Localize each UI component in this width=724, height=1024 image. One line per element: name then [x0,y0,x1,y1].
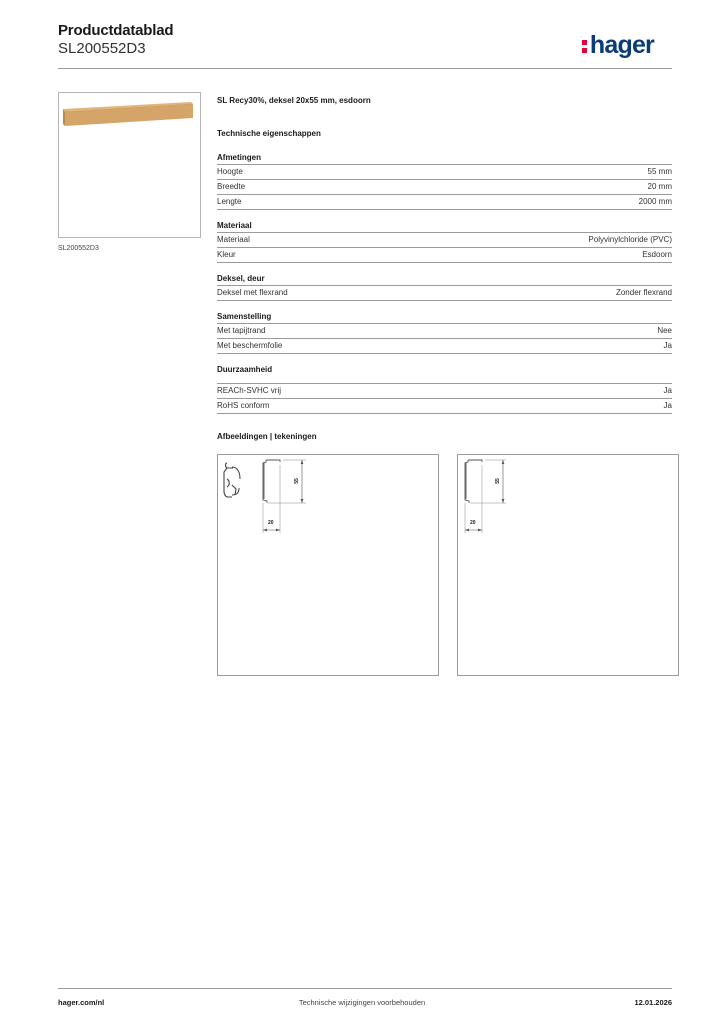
product-image-caption: SL200552D3 [58,245,99,252]
spec-row [217,165,672,180]
spec-value: Zonder flexrand [615,288,672,297]
page-header [58,20,672,70]
profile-drawing [218,455,438,675]
spec-label: Deksel met flexrand [217,288,288,297]
spec-group-sustainability [217,365,672,414]
spec-label: Materiaal [217,235,250,244]
tech-properties-heading: Technische eigenschappen [217,129,321,138]
spec-label: Hoogte [217,167,243,176]
footer-notice: Technische wijzigingen voorbehouden [298,998,426,1007]
spec-value: Esdoorn [642,250,672,259]
spec-label: Met tapijtrand [217,326,266,335]
spec-value: Ja [663,386,672,395]
product-name: SL Recy30%, deksel 20x55 mm, esdoorn [217,96,371,105]
spec-row [217,384,672,399]
spec-row [217,339,672,354]
spec-group-dimensions [217,153,672,210]
height-dimension-label: 55 [494,478,501,484]
spec-row [217,286,672,301]
spec-value: Ja [663,341,672,350]
images-heading: Afbeeldingen | tekeningen [217,432,317,441]
spec-label: Met beschermfolie [217,341,283,350]
spec-label: Lengte [217,197,242,206]
spec-value: 55 mm [647,167,672,176]
spec-row [217,248,672,263]
spec-group-title: Afmetingen [217,153,672,165]
logo-dots-icon [582,40,588,54]
header-divider [58,68,672,69]
width-dimension-label: 20 [470,520,476,526]
spec-row [217,399,672,414]
spec-group-composition [217,312,672,354]
hager-logo [582,32,654,58]
spec-row [217,324,672,339]
logo-text: hager [589,31,654,59]
product-code: SL200552D3 [58,40,146,57]
spec-group-cover [217,274,672,301]
product-image-frame [58,92,201,238]
technical-drawing-2 [457,454,679,676]
spec-value: Ja [663,401,672,410]
document-title: Productdatablad [58,22,174,39]
height-dimension-label: 55 [293,478,300,484]
technical-drawing-1 [217,454,439,676]
spec-group-title: Deksel, deur [217,274,672,286]
spec-row [217,180,672,195]
spec-content [217,96,672,441]
spec-value: 20 mm [647,182,672,191]
spec-group-title: Duurzaamheid [217,365,672,384]
footer-date: 12.01.2026 [634,998,672,1007]
spec-group-material [217,221,672,263]
spec-label: Kleur [217,250,236,259]
spec-value: Polyvinylchloride (PVC) [588,235,672,244]
spec-row [217,195,672,210]
width-dimension-label: 20 [268,520,274,526]
spec-label: REACh-SVHC vrij [217,386,282,395]
spec-value: 2000 mm [638,197,672,206]
footer-divider [58,988,672,989]
spec-value: Nee [657,326,672,335]
spec-label: Breedte [217,182,246,191]
product-image [59,93,200,237]
spec-group-title: Materiaal [217,221,672,233]
spec-group-title: Samenstelling [217,312,672,324]
spec-label: RoHS conform [217,401,270,410]
profile-drawing [458,455,678,675]
footer-website-link[interactable]: hager.com/nl [58,998,105,1007]
spec-row [217,233,672,248]
